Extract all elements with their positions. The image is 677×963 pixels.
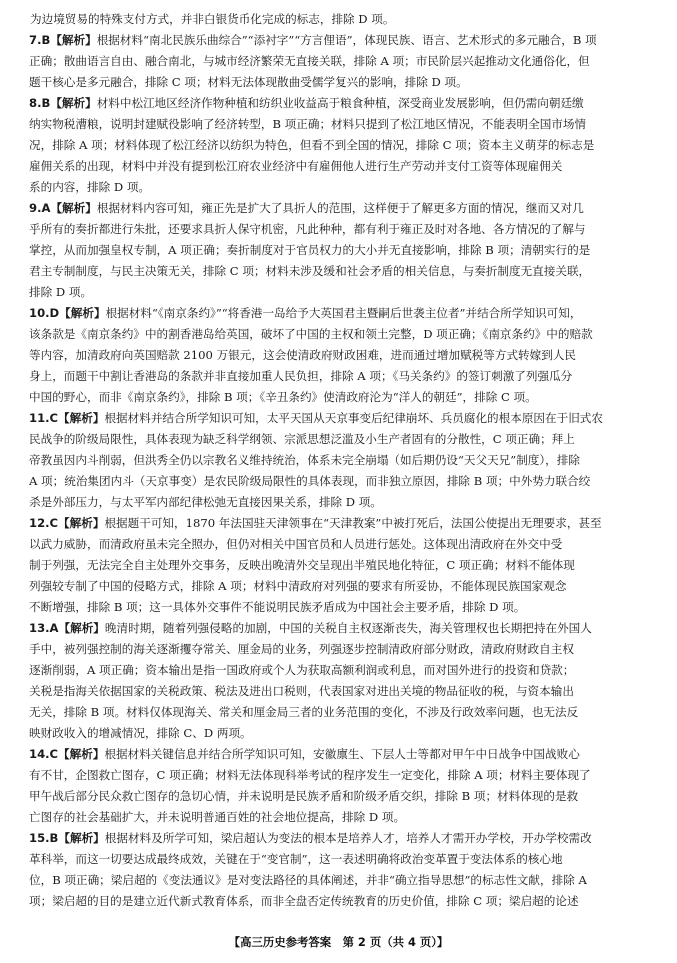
answer-line [29,198,647,219]
answer-text: 晚清时期，随着列强侵略的加剧，中国的关税自主权逐渐丧失，海关管理权也长期把持在外国人 [104,621,592,635]
answer-line [29,576,647,597]
answer-line [29,828,647,849]
answer-item [29,303,647,408]
answer-line [29,30,647,51]
answer-line [29,660,647,681]
answer-text: 题干核心是多元融合，排除 C 项；材料无法体现散曲受儒学复兴的影响，排除 D 项。 [29,75,468,89]
answer-text: 该条款是《南京条约》中的割香港岛给英国，破坏了中国的主权和领土完整，D 项正确；《南京条约》中的赔款 [29,327,593,341]
answer-text: 有不甘，企图救亡图存，C 项正确；材料无法体现科举考试的程序发生一定变化，排除 A 项；材料主要体现了 [29,768,591,782]
analysis-tag: 【解析】 [58,831,105,845]
answer-text: 掌控，从而加强皇权专制，A 项正确；奏折制度对于官员权力的大小并无直接影响，排除 B 项；清朝实行的是 [29,243,591,257]
answer-line [29,786,647,807]
answer-text: 杀是外部压力，与太平军内部纪律松弛无直接因果关系，排除 D 项。 [29,495,382,509]
question-number: 10.D [29,306,60,320]
answer-text: 位，B 项正确；梁启超的《变法通议》是对变法路径的具体阐述，并非“确立指导思想”的标志性文献，排除 A [29,873,587,887]
analysis-tag: 【解析】 [59,306,106,320]
answer-text: 甲午战后部分民众救亡图存的急切心情，并未说明是民族矛盾和阶级矛盾交织，排除 B 项；材料体现的是救 [29,789,579,803]
answer-line [29,156,647,177]
answer-text: 身上，而题干中割让香港岛的条款并非直接加重人民负担，排除 A 项；《马关条约》的签订刺激了列强瓜分 [29,369,573,383]
analysis-tag: 【解析】 [58,411,105,425]
answer-text: 逐渐削弱，A 项正确；资本输出是指一国政府或个人为获取高额利润或利息，而对国外进行的投资和贷款； [29,663,575,677]
answer-text: 根据材料“南北民族乐曲综合”“添衬字”“方言俚语”，体现民族、语言、艺术形式的多元融合，B 项 [96,33,597,47]
answer-line [29,618,647,639]
question-number: 8.B [29,96,51,110]
answer-line [29,744,647,765]
answer-list [29,30,647,912]
question-number: 14.C [29,747,59,761]
question-number: 13.A [29,621,59,635]
answer-text: 制于列强，无法完全自主处理外交事务，反映出晚清外交呈现出半殖民地化特征，C 项正确；材料不能体现 [29,558,575,572]
answer-line [29,240,647,261]
answer-text: A 项；统治集团内斗（天京事变）是农民阶级局限性的具体表现，而非独立原因，排除 B 项；中外势力联合绞 [29,474,591,488]
answer-item [29,828,647,912]
answer-text: 列强较专制了中国的侵略方式，排除 A 项；材料中清政府对列强的要求有所妥协，不能体现民族国家观念 [29,579,567,593]
answer-item [29,93,647,198]
answer-text: 根据材料及所学可知，梁启超认为变法的根本是培养人才，培养人才需开办学校，开办学校需改 [104,831,592,845]
answer-item [29,408,647,513]
answer-text: 亡图存的社会基础扩大，并未说明普通百姓的社会地位提高，排除 D 项。 [29,810,406,824]
question-number: 7.B [29,33,51,47]
answer-text: 雇佣关系的出现，材料中并没有提到松江府农业经济中有雇佣他人进行生产劳动并支付工资等体现雇佣关 [29,159,563,173]
answer-text: 根据材料“《南京条约》”“将香港一岛给予大英国君主暨嗣后世袭主位者”并结合所学知识可知， [105,306,582,320]
answer-line [29,303,647,324]
answer-item [29,30,647,93]
answer-item [29,744,647,828]
answer-item [29,513,647,618]
answer-text: 排除 D 项。 [29,285,93,299]
answer-text: 乎所有的奏折都进行朱批，还要求具折人保守机密，凡此种种，都有利于雍正及时对各地、各方情况的了解与 [29,222,586,236]
analysis-tag: 【解析】 [50,33,97,47]
answer-line [29,72,647,93]
answer-line [29,429,647,450]
answer-line [29,765,647,786]
answer-line [29,807,647,828]
answer-text: 以武力威胁，而清政府虽未完全照办，但仍对相关中国官员和人员进行惩处。这体现出清政府在外交中受 [29,537,563,551]
answer-line [29,534,647,555]
answer-text: 手中，被列强控制的海关逐渐攫夺常关、厘金局的业务，列强逐步控制清政府部分财政，清政府财政自主权 [29,642,574,656]
analysis-tag: 【解析】 [58,747,105,761]
answer-item [29,618,647,744]
answer-text: 项；梁启超的目的是建立近代新式教育体系，而非全盘否定传统教育的历史价值，排除 C 项；梁启超的论述 [29,894,579,908]
answer-line [29,177,647,198]
answer-line [29,450,647,471]
answer-line [29,555,647,576]
answer-text: 革科举，而这一切要达成最终成效，关键在于“变官制”，这一表述明确将政治变革置于变法体系的核心地 [29,852,563,866]
answer-line [29,597,647,618]
answer-line [29,849,647,870]
answer-text: 中国的野心，而非《南京条约》，排除 B 项；《辛丑条约》使清政府沦为“洋人的朝廷”，排除 C 项。 [29,390,537,404]
answer-line [29,702,647,723]
answer-text: 材料中松江地区经济作物种植和纺织业收益高于粮食种植，深受商业发展影响，但仍需向朝廷缴 [96,96,584,110]
answer-line [29,891,647,912]
page-footer: 【高三历史参考答案 第 2 页（共 4 页）】 [228,935,449,949]
answer-line [29,723,647,744]
answer-line [29,135,647,156]
answer-text: 正确；散曲语言自由、融合南北，与城市经济繁荣无直接关联，排除 A 项；市民阶层兴起推动文化通俗化，但 [29,54,590,68]
answer-text: 根据题干可知，1870 年法国驻天津领事在“天津教案”中被打死后，法国公使提出无理要求，甚至 [104,516,602,530]
question-number: 11.C [29,411,59,425]
answer-line [29,681,647,702]
answer-line [29,219,647,240]
answer-line [29,324,647,345]
answer-line [29,345,647,366]
answer-line [29,387,647,408]
answer-text: 纳实物税漕粮，说明封建赋役影响了经济转型，B 项正确；材料只提到了松江地区情况，不能表明全国市场情 [29,117,587,131]
answer-line [29,471,647,492]
question-number: 15.B [29,831,59,845]
question-number: 9.A [29,201,51,215]
analysis-tag: 【解析】 [50,201,97,215]
answer-text: 根据材料并结合所学知识可知，太平天国从天京事变后纪律崩坏、兵员腐化的根本原因在于旧式农 [104,411,603,425]
intro-line: 为边境贸易的特殊支付方式，并非白银货币化完成的标志，排除 D 项。 [30,12,395,26]
answer-line [29,93,647,114]
answer-line [29,513,647,534]
answer-line [29,366,647,387]
analysis-tag: 【解析】 [50,96,97,110]
answer-item [29,198,647,303]
answer-text: 根据材料关键信息并结合所学知识可知，安徽廪生、下层人士等都对甲午中日战争中国战败心 [104,747,580,761]
analysis-tag: 【解析】 [58,621,105,635]
answer-line [29,870,647,891]
answer-text: 关税是指海关依据国家的关税政策、税法及进出口税则，代表国家对进出关境的物品征收的税，与资本输出 [29,684,574,698]
answer-line [29,282,647,303]
answer-line [29,51,647,72]
answer-text: 系的内容，排除 D 项。 [29,180,151,194]
answer-text: 君主专制制度，与民主决策无关，排除 C 项；材料未涉及缓和社会矛盾的相关信息，与奏折制度无直接关联， [29,264,591,278]
analysis-tag: 【解析】 [58,516,105,530]
answer-text: 映财政收入的增减情况，排除 C、D 两项。 [29,726,252,740]
answer-line [29,639,647,660]
answer-text: 不断增强，排除 B 项；这一具体外交事件不能说明民族矛盾成为中国社会主要矛盾，排除 D 项。 [29,600,526,614]
answer-text: 帝教虽因内斗削弱，但洪秀全仍以宗教名义维持统治，体系未完全崩塌（如后期仍设“天父天兄”制度），排除 [29,453,580,467]
answer-line [29,492,647,513]
answer-line [29,408,647,429]
answer-text: 无关，排除 B 项。材料仅体现海关、常关和厘金局三者的业务范围的变化，不涉及行政效率问题，也无法反 [29,705,579,719]
answer-text: 民战争的阶级局限性，具体表现为缺乏科学纲领、宗派思想泛滥及小生产者固有的分散性，C 项正确；拜上 [29,432,575,446]
answer-line [29,114,647,135]
question-number: 12.C [29,516,59,530]
answer-text: 等内容，加清政府向英国赔款 2100 万银元，这会使清政府财政困难，进而通过增加赋税等方式转嫁到人民 [29,348,577,362]
answer-text: 根据材料内容可知，雍正先是扩大了具折人的范围，这样便于了解更多方面的情况，继而又对几 [96,201,584,215]
answer-line [29,261,647,282]
answer-text: 况，排除 A 项；材料体现了松江经济以纺织为特色，但看不到全国的情况，排除 C 项；资本主义萌芽的标志是 [29,138,595,152]
